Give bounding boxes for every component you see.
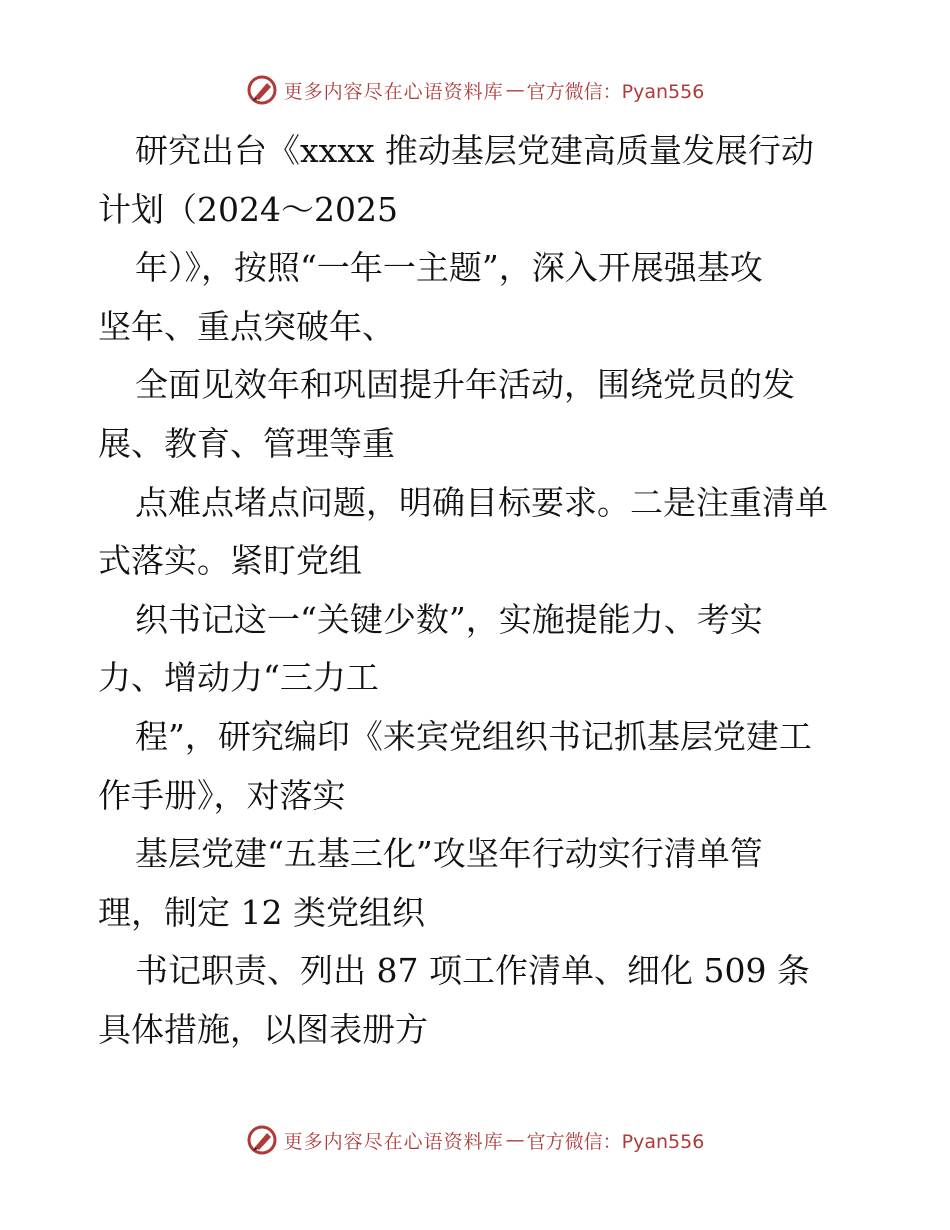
text-line: 点难点堵点问题，明确目标要求。二是注重清单: [135, 482, 828, 522]
text-line: 全面见效年和巩固提升年活动，围绕党员的发: [135, 365, 795, 405]
text-line: 式落实。紧盯党组: [98, 541, 362, 581]
text-line: 力、增动力“三力工: [98, 658, 379, 698]
text-line: 年）》，按照“一年一主题”，深入开展强基攻: [135, 248, 763, 288]
pen-logo-icon: [246, 74, 278, 106]
watermark-text: 更多内容尽在心语资料库: [283, 1130, 504, 1153]
text-line: 计划（2024～2025: [98, 189, 398, 229]
watermark-account: 官方微信：Pyan556: [526, 80, 705, 103]
text-line: 书记职责、列出 87 项工作清单、细化 509 条: [135, 951, 810, 991]
watermark-separator: —: [505, 1129, 525, 1151]
text-line: 坚年、重点突破年、: [98, 306, 395, 346]
text-line: 理，制定 12 类党组织: [98, 892, 425, 932]
text-line: 研究出台《xxxx 推动基层党建高质量发展行动: [135, 131, 814, 170]
watermark-separator: —: [505, 79, 525, 101]
pen-logo-icon: [246, 1124, 278, 1156]
text-line: 具体措施，以图表册方: [98, 1009, 428, 1049]
text-line: 织书记这一“关键少数”，实施提能力、考实: [135, 599, 763, 639]
text-line: 基层党建“五基三化”攻坚年行动实行清单管: [135, 834, 763, 874]
watermark-banner-bottom: [0, 1120, 950, 1160]
text-line: 展、教育、管理等重: [98, 423, 395, 463]
watermark-account: 官方微信：Pyan556: [526, 1130, 705, 1153]
text-line: 程”，研究编印《来宾党组织书记抓基层党建工: [135, 716, 812, 756]
text-line: 作手册》，对落实: [98, 775, 346, 815]
document-body: [98, 122, 858, 1060]
watermark-banner-top: [0, 70, 950, 110]
watermark-text: 更多内容尽在心语资料库: [283, 80, 504, 103]
